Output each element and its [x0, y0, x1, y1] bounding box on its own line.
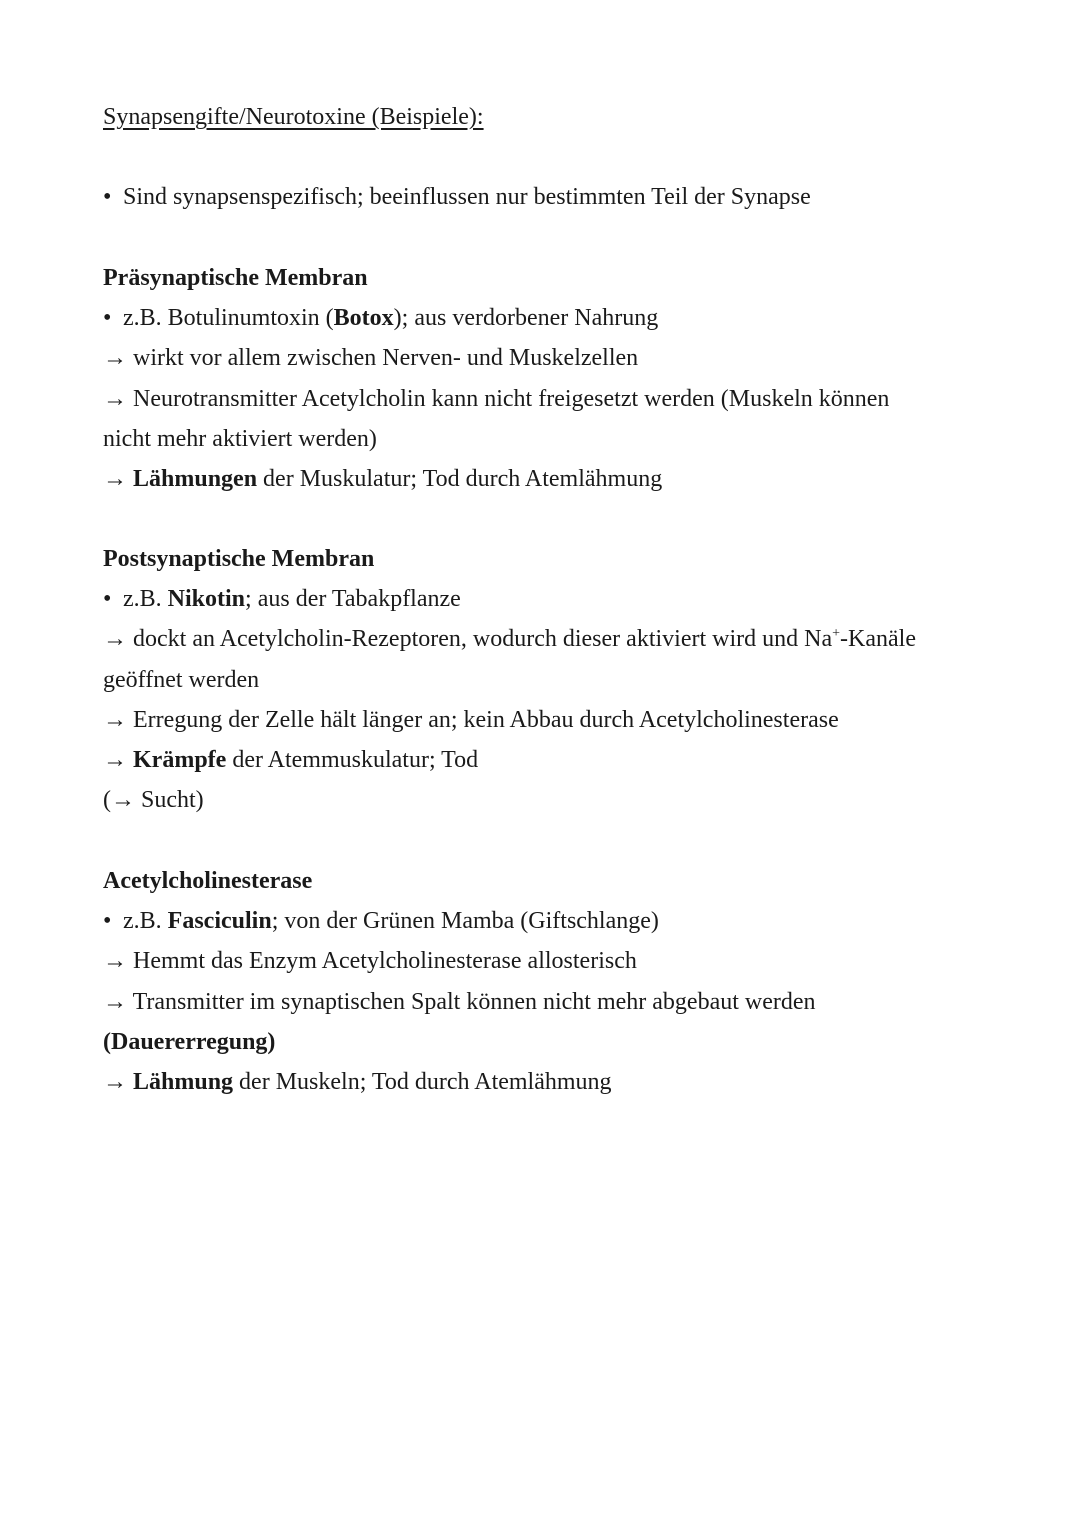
effect-line: nicht mehr aktiviert werden) — [103, 425, 377, 452]
text-span: der Muskeln; Tod durch Atemlähmung — [233, 1068, 612, 1095]
page-title: Synapsengifte/Neurotoxine (Beispiele): — [103, 104, 484, 130]
superscript-plus: + — [832, 626, 841, 642]
effect-line: → Erregung der Zelle hält länger an; kein Abbau durch Acetylcholinesterase — [103, 706, 839, 733]
section-heading: Präsynaptische Membran — [103, 265, 368, 291]
section-heading: Postsynaptische Membran — [103, 546, 375, 572]
bullet-marker: • — [103, 586, 112, 613]
bullet-marker: • — [103, 305, 112, 332]
note-line: (→ Sucht) — [103, 787, 204, 814]
effect-line — [103, 619, 1003, 659]
text-span: z.B. — [123, 908, 168, 935]
text-span: ; von der Grünen Mamba (Giftschlange) — [271, 908, 659, 935]
arrow-text: → — [103, 746, 133, 773]
section-presynaptic — [103, 258, 1003, 499]
text-span: z.B. Botulinumtoxin ( — [123, 305, 334, 332]
text-span: → dockt an Acetylcholin-Rezeptoren, wodurch dieser aktiviert wird und Na — [103, 626, 833, 653]
intro-bullet-line — [103, 181, 811, 213]
text-span: -Kanäle — [840, 626, 916, 653]
effect-line: geöffnet werden — [103, 666, 260, 693]
text-span: der Atemmuskulatur; Tod — [226, 746, 479, 773]
text-span: z.B. — [123, 586, 168, 613]
consequence-line — [103, 1062, 1003, 1102]
effect-line: → Transmitter im synaptischen Spalt können nicht mehr abgebaut werden — [103, 988, 816, 1015]
effect-line: → Hemmt das Enzym Acetylcholinesterase allosterisch — [103, 948, 637, 975]
intro-text: Sind synapsenspezifisch; beeinflussen nur bestimmten Teil der Synapse — [123, 184, 811, 210]
text-span: ); aus verdorbener Nahrung — [393, 305, 659, 332]
example-line — [103, 901, 1003, 941]
text-span: der Muskulatur; Tod durch Atemlähmung — [257, 465, 663, 492]
effect-line: → Neurotransmitter Acetylcholin kann nicht freigesetzt werden (Muskeln können — [103, 385, 890, 412]
section-postsynaptic — [103, 539, 1003, 820]
effect-line-bold: (Dauererregung) — [103, 1028, 276, 1055]
consequence-line — [103, 740, 1003, 780]
bold-term: Nikotin — [167, 586, 246, 613]
arrow-text: → — [103, 465, 133, 492]
text-span: ; aus der Tabakpflanze — [245, 586, 461, 613]
arrow-text: → — [103, 1068, 133, 1095]
bold-term: Lähmungen — [133, 465, 258, 492]
section-acetylcholinesterase — [103, 861, 1003, 1102]
bullet-marker: • — [103, 908, 112, 935]
section-heading: Acetylcholinesterase — [103, 868, 313, 894]
effect-line: → wirkt vor allem zwischen Nerven- und Muskelzellen — [103, 345, 639, 372]
example-line — [103, 298, 1003, 338]
bold-term: Lähmung — [133, 1068, 234, 1095]
bullet-marker: • — [103, 184, 112, 210]
bold-term: Krämpfe — [133, 746, 227, 773]
example-line — [103, 579, 1003, 619]
bold-term: Botox — [333, 305, 394, 332]
bold-term: Fasciculin — [167, 908, 272, 935]
consequence-line — [103, 459, 1003, 499]
